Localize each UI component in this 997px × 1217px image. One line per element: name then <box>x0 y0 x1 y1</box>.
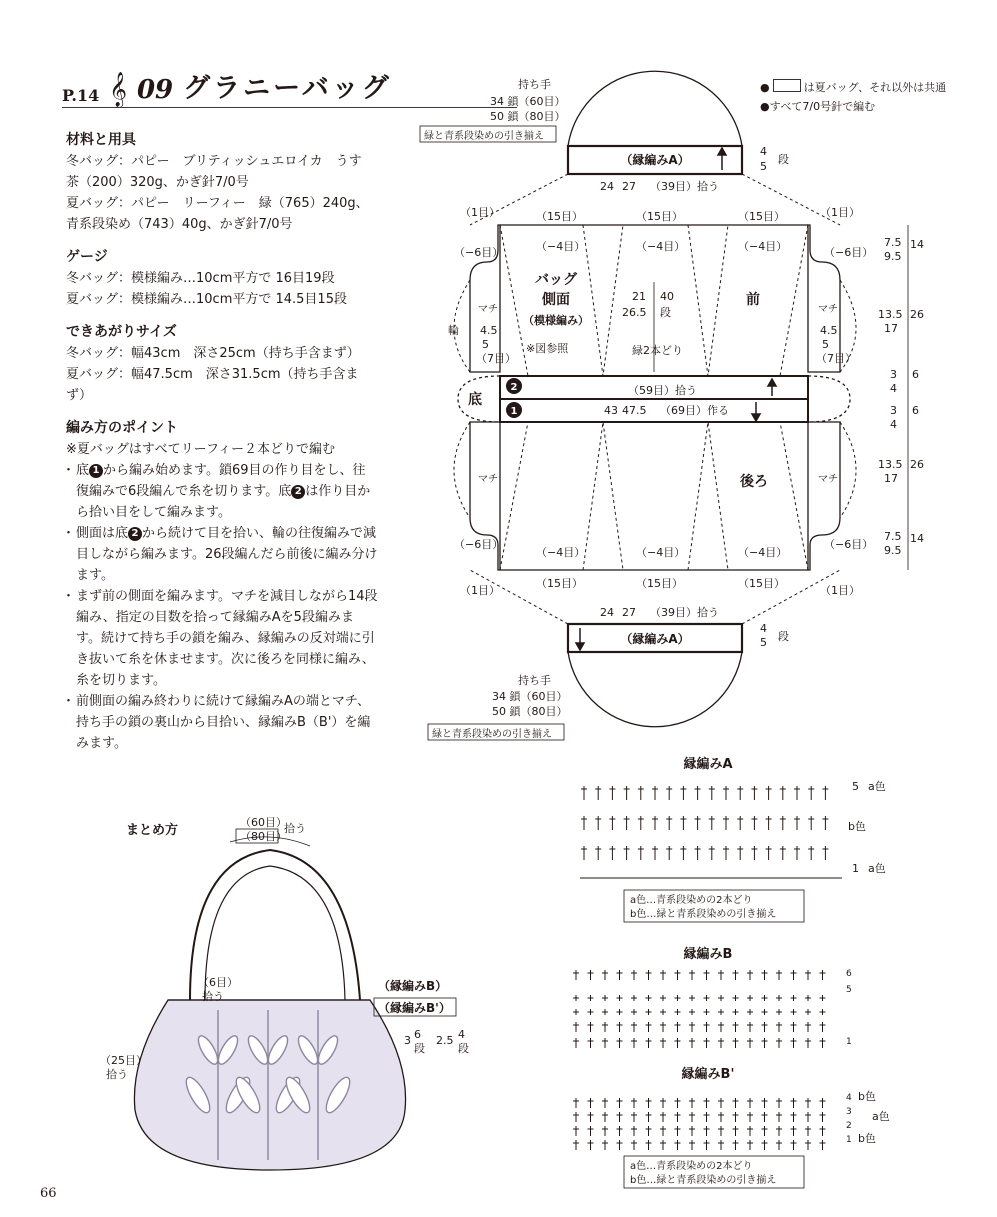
svg-text:拾う: 拾う <box>284 822 306 835</box>
svg-text:（縁編みA）: （縁編みA） <box>620 632 690 646</box>
legend: ● は夏バッグ、それ以外は共通 ●すべて7/0号針で編む <box>760 81 947 113</box>
size-line: ず） <box>66 388 93 403</box>
svg-text:9.5: 9.5 <box>884 544 902 557</box>
legend-line-1: は夏バッグ、それ以外は共通 <box>803 81 947 94</box>
svg-text:緑と青系段染めの引き揃え: 緑と青系段染めの引き揃え <box>424 131 544 142</box>
svg-text:（−4目）: （−4目） <box>636 240 686 253</box>
svg-text:段: 段 <box>458 1042 469 1055</box>
svg-text:b色…緑と青系段染めの引き揃え: b色…緑と青系段染めの引き揃え <box>630 909 777 920</box>
svg-text:27: 27 <box>622 180 636 193</box>
svg-text:6: 6 <box>846 969 852 979</box>
svg-text:拾う: 拾う <box>202 990 224 1003</box>
svg-text:（−6目）: （−6目） <box>454 538 504 551</box>
svg-text:（1目）: （1目） <box>460 584 500 597</box>
svg-text:（縁編みA）: （縁編みA） <box>620 153 690 167</box>
materials-heading: 材料と用具 <box>66 132 136 148</box>
svg-text:24: 24 <box>600 180 614 193</box>
svg-text:7.5: 7.5 <box>884 236 902 249</box>
svg-text:1: 1 <box>846 1135 852 1145</box>
svg-text:（−4目）: （−4目） <box>738 546 788 559</box>
svg-text:3: 3 <box>890 368 897 381</box>
svg-text:9.5: 9.5 <box>884 250 902 263</box>
svg-text:（80目）: （80目） <box>240 830 287 843</box>
svg-text:4: 4 <box>760 145 767 158</box>
svg-text:持ち手: 持ち手 <box>518 674 551 687</box>
svg-text:50 鎖（80目）: 50 鎖（80目） <box>490 110 566 123</box>
svg-text:段: 段 <box>778 630 789 643</box>
svg-text:（15目）: （15目） <box>636 577 683 590</box>
svg-text:7.5: 7.5 <box>884 530 902 543</box>
svg-text:（39目）拾う: （39目）拾う <box>650 606 719 619</box>
svg-text:3: 3 <box>890 404 897 417</box>
svg-text:（6目）: （6目） <box>198 976 238 989</box>
svg-text:6: 6 <box>912 404 919 417</box>
svg-text:13.5: 13.5 <box>878 308 903 321</box>
svg-text:（縁編みB）: （縁編みB） <box>378 979 448 993</box>
svg-text:（縁編みB'）: （縁編みB'） <box>378 1001 451 1015</box>
svg-text:34 鎖（60目）: 34 鎖（60目） <box>492 690 568 703</box>
svg-text:b色: b色 <box>848 820 866 833</box>
size-line: 冬バッグ：幅43cm 深さ25cm（持ち手含まず） <box>66 346 360 361</box>
svg-text:17: 17 <box>884 472 898 485</box>
list-item: ・ 底 1 から編み始めます。鎖69目の作り目をし、往復編みで6段編んで糸を切ります。底 2 は作り目から拾い目をして編みます。 <box>66 460 378 523</box>
svg-text:13.5: 13.5 <box>878 458 903 471</box>
svg-text:（−6目）: （−6目） <box>454 246 504 259</box>
svg-text:a色: a色 <box>868 862 886 875</box>
svg-text:縁編みB': 縁編みB' <box>681 1067 735 1082</box>
points-note: ※夏バッグはすべてリーフィー２本どりで編む <box>66 442 335 457</box>
svg-text:14: 14 <box>910 238 924 251</box>
svg-text:段: 段 <box>778 153 789 166</box>
svg-text:1: 1 <box>510 406 518 417</box>
svg-text:（−4目）: （−4目） <box>738 240 788 253</box>
svg-text:（−4目）: （−4目） <box>636 546 686 559</box>
circled-1-icon: 2 <box>291 485 305 499</box>
svg-text:4: 4 <box>458 1028 465 1041</box>
circled-2-icon: 2 <box>128 527 142 541</box>
svg-text:バッグ: バッグ <box>535 272 577 288</box>
svg-text:2: 2 <box>846 1121 852 1131</box>
points-heading: 編み方のポイント <box>66 420 178 436</box>
svg-text:5: 5 <box>482 338 489 351</box>
materials-line: 夏バッグ：パピー リーフィー 緑（765）240g、 <box>66 196 369 211</box>
svg-text:26: 26 <box>910 458 924 471</box>
svg-text:マチ: マチ <box>478 304 498 315</box>
svg-text:（15目）: （15目） <box>738 210 785 223</box>
svg-text:b色…緑と青系段染めの引き揃え: b色…緑と青系段染めの引き揃え <box>630 1175 777 1186</box>
svg-text:（模様編み）: （模様編み） <box>523 314 589 327</box>
svg-text:（1目）: （1目） <box>820 206 860 219</box>
svg-text:（−4目）: （−4目） <box>536 240 586 253</box>
svg-text:a色: a色 <box>872 1110 890 1123</box>
svg-text:27: 27 <box>622 606 636 619</box>
circled-1-icon: 1 <box>89 464 103 478</box>
svg-text:4.5: 4.5 <box>480 324 498 337</box>
svg-text:底: 底 <box>468 392 482 408</box>
svg-text:後ろ: 後ろ <box>740 474 768 490</box>
svg-text:b色: b色 <box>858 1132 876 1145</box>
svg-text:拾う: 拾う <box>106 1068 128 1081</box>
materials-line: 冬バッグ：パピー ブリティッシュエロイカ うす <box>66 154 362 169</box>
svg-text:a色…青系段染めの2本どり: a色…青系段染めの2本どり <box>630 895 753 906</box>
size-heading: できあがりサイズ <box>66 324 177 340</box>
page-number: 66 <box>40 1186 57 1201</box>
svg-text:（15目）: （15目） <box>738 577 785 590</box>
svg-text:a色…青系段染めの2本どり: a色…青系段染めの2本どり <box>630 1161 753 1172</box>
svg-text:43: 43 <box>604 404 618 417</box>
svg-text:（60目）: （60目） <box>240 816 287 829</box>
svg-text:5: 5 <box>760 160 767 173</box>
svg-text:（1目）: （1目） <box>820 584 860 597</box>
gauge-heading: ゲージ <box>66 249 108 265</box>
svg-text:縁編みA: 縁編みA <box>683 757 733 772</box>
svg-text:縁編みB: 縁編みB <box>683 947 733 962</box>
list-item: ・ 側面は底 2 から続けて目を拾い、輪の往復編みで減目しながら編みます。26段編んだら前後に編み分けます。 <box>66 523 378 586</box>
svg-text:2: 2 <box>510 382 518 393</box>
size-line: 夏バッグ：幅47.5cm 深さ31.5cm（持ち手含ま <box>66 367 359 382</box>
svg-text:前: 前 <box>746 292 760 308</box>
svg-text:輪: 輪 <box>448 324 459 337</box>
svg-text:まとめ方: まとめ方 <box>126 823 179 838</box>
svg-text:50 鎖（80目）: 50 鎖（80目） <box>492 705 568 718</box>
treble-clef-icon: 𝄞 <box>109 72 127 107</box>
svg-text:（15目）: （15目） <box>536 210 583 223</box>
svg-text:4.5: 4.5 <box>820 324 838 337</box>
svg-text:a色: a色 <box>868 780 886 793</box>
svg-text:緑2本どり: 緑2本どり <box>632 344 683 357</box>
svg-text:マチ: マチ <box>818 474 838 485</box>
list-item: ・ 前側面の編み終わりに続けて縁編みAの端とマチ、持ち手の鎖の裏山から目拾い、縁編みB（B'）を編みます。 <box>66 691 378 754</box>
pattern-number: 09 <box>136 75 174 105</box>
gauge-line: 夏バッグ：模様編み…10cm平方で 14.5目15段 <box>66 292 347 307</box>
svg-text:緑と青系段染めの引き揃え: 緑と青系段染めの引き揃え <box>432 729 552 740</box>
legend-line-2: すべて7/0号針で編む <box>769 100 876 113</box>
svg-text:（25目）: （25目） <box>100 1054 147 1067</box>
stitch-charts <box>573 756 890 1188</box>
finished-bag-drawing <box>100 816 469 1170</box>
svg-text:（15目）: （15目） <box>536 577 583 590</box>
svg-text:段: 段 <box>660 306 671 319</box>
svg-text:4: 4 <box>846 1093 852 1103</box>
svg-text:5: 5 <box>852 780 859 793</box>
svg-text:40: 40 <box>660 290 674 303</box>
svg-text:5: 5 <box>822 338 829 351</box>
svg-text:マチ: マチ <box>818 304 838 315</box>
svg-text:側面: 側面 <box>542 292 570 308</box>
svg-text:34 鎖（60目）: 34 鎖（60目） <box>490 95 566 108</box>
materials-line: 青系段染め（743）40g、かぎ針7/0号 <box>66 217 293 232</box>
materials-line: 茶（200）320g、かぎ針7/0号 <box>66 175 249 190</box>
svg-text:14: 14 <box>910 532 924 545</box>
svg-text:4: 4 <box>760 622 767 635</box>
svg-text:b色: b色 <box>858 1090 876 1103</box>
svg-text:24: 24 <box>600 606 614 619</box>
svg-text:2.5: 2.5 <box>436 1034 454 1047</box>
page-reference: P.14 <box>62 86 100 105</box>
svg-text:17: 17 <box>884 322 898 335</box>
svg-text:1: 1 <box>846 1037 852 1047</box>
svg-text:1: 1 <box>852 862 859 875</box>
svg-text:（39目）拾う: （39目）拾う <box>650 180 719 193</box>
svg-text:（−6目）: （−6目） <box>824 538 874 551</box>
svg-text:3: 3 <box>846 1107 852 1117</box>
svg-text:6: 6 <box>912 368 919 381</box>
svg-text:（69目）作る: （69目）作る <box>660 404 729 417</box>
svg-text:（7目）: （7目） <box>476 352 516 365</box>
svg-text:26.5: 26.5 <box>622 306 647 319</box>
svg-text:21: 21 <box>632 290 646 303</box>
svg-text:※図参照: ※図参照 <box>526 342 569 355</box>
svg-text:マチ: マチ <box>478 474 498 485</box>
svg-text:（−4目）: （−4目） <box>536 546 586 559</box>
page-title: グラニーバッグ <box>183 73 392 104</box>
svg-text:（−6目）: （−6目） <box>824 246 874 259</box>
handle-label: 持ち手 <box>518 78 551 91</box>
bottom-handle-arc <box>568 652 742 727</box>
svg-text:5: 5 <box>846 985 852 995</box>
gauge-line: 冬バッグ：模様編み…10cm平方で 16目19段 <box>66 271 335 286</box>
svg-text:（15目）: （15目） <box>636 210 683 223</box>
svg-text:段: 段 <box>414 1042 425 1055</box>
svg-text:（7目）: （7目） <box>816 352 856 365</box>
svg-text:5: 5 <box>760 636 767 649</box>
svg-text:26: 26 <box>910 308 924 321</box>
list-item: ・ まず前の側面を編みます。マチを減目しながら14段編み、指定の目数を拾って縁編みAを5段編みます。続けて持ち手の鎖を編み、縁編みの反対端に引き抜いて糸を休ませます。次に後ろを同様に編み、糸を切ります。 <box>66 586 378 691</box>
svg-text:6: 6 <box>414 1028 421 1041</box>
svg-text:4: 4 <box>890 418 897 431</box>
svg-text:3: 3 <box>404 1034 411 1047</box>
top-handle-arc <box>568 71 742 146</box>
svg-text:（1目）: （1目） <box>460 206 500 219</box>
svg-text:（59目）拾う: （59目）拾う <box>628 384 697 397</box>
svg-text:47.5: 47.5 <box>622 404 647 417</box>
svg-text:4: 4 <box>890 382 897 395</box>
